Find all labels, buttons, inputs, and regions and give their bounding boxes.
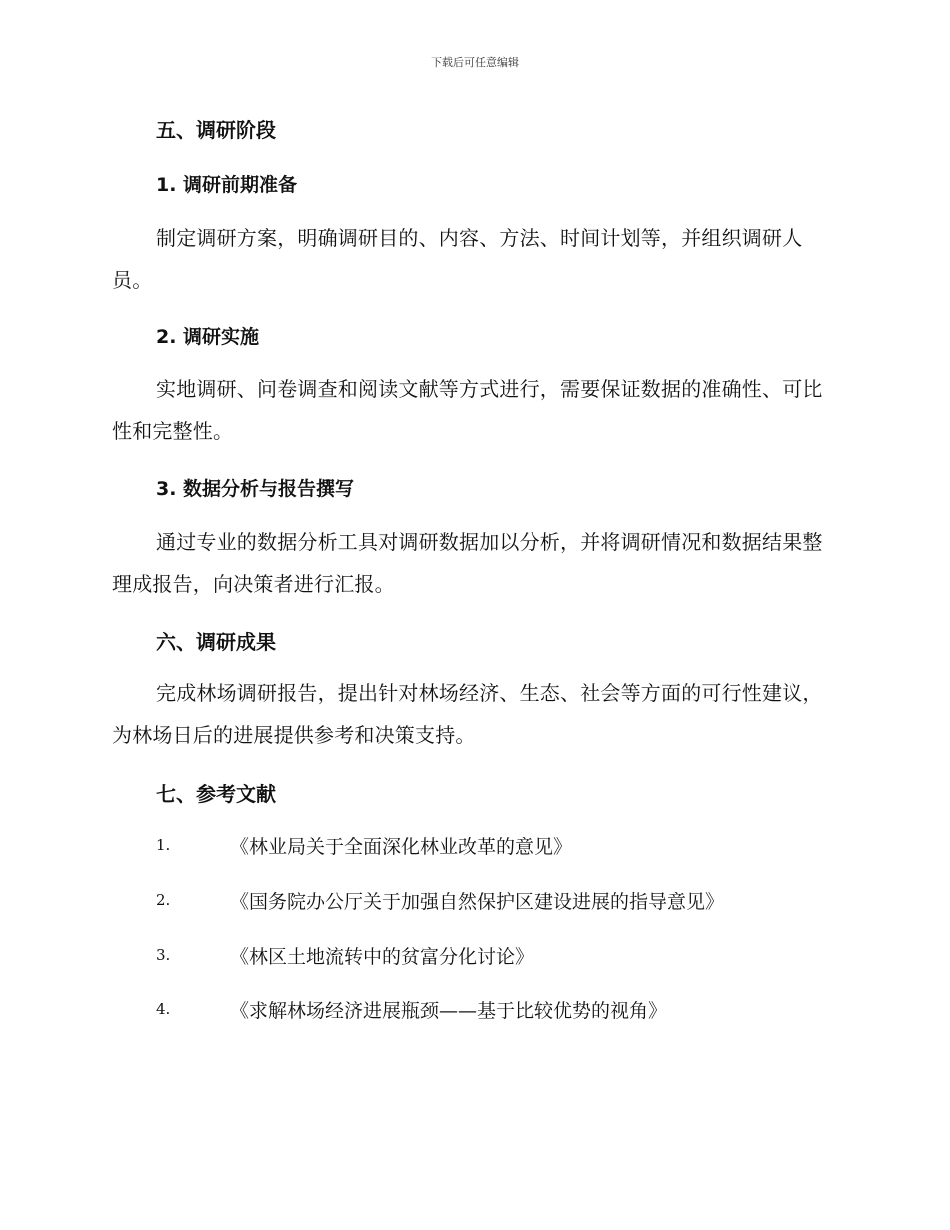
reference-number: 2. — [156, 891, 171, 909]
section-heading-6: 六、调研成果 — [156, 630, 276, 654]
reference-title: 《求解林场经济进展瓶颈——基于比较优势的视角》 — [230, 1000, 668, 1022]
subsection-heading-5-2: 2. 调研实施 — [156, 326, 260, 348]
reference-number: 4. — [156, 1000, 171, 1018]
paragraph-5-2: 实地调研、问卷调查和阅读文献等方式进行，需要保证数据的准确性、可比性和完整性。 — [112, 377, 823, 443]
paragraph-5-3: 通过专业的数据分析工具对调研数据加以分析，并将调研情况和数据结果整理成报告，向决策者进行汇报。 — [112, 530, 823, 596]
reference-number: 3. — [156, 946, 171, 964]
paragraph-5-1: 制定调研方案，明确调研目的、内容、方法、时间计划等，并组织调研人员。 — [112, 226, 803, 292]
reference-title: 《国务院办公厅关于加强自然保护区建设进展的指导意见》 — [230, 891, 725, 913]
reference-title: 《林区土地流转中的贫富分化讨论》 — [230, 946, 535, 968]
section-heading-7: 七、参考文献 — [156, 782, 276, 806]
reference-title: 《林业局关于全面深化林业改革的意见》 — [230, 836, 573, 858]
page-header: 下载后可任意编辑 — [431, 56, 519, 69]
subsection-heading-5-1: 1. 调研前期准备 — [156, 174, 298, 196]
paragraph-6: 完成林场调研报告，提出针对林场经济、生态、社会等方面的可行性建议，为林场日后的进展提供参考和决策支持。 — [112, 681, 823, 747]
section-heading-5: 五、调研阶段 — [156, 118, 276, 142]
subsection-heading-5-3: 3. 数据分析与报告撰写 — [156, 478, 355, 500]
reference-number: 1. — [156, 836, 171, 854]
